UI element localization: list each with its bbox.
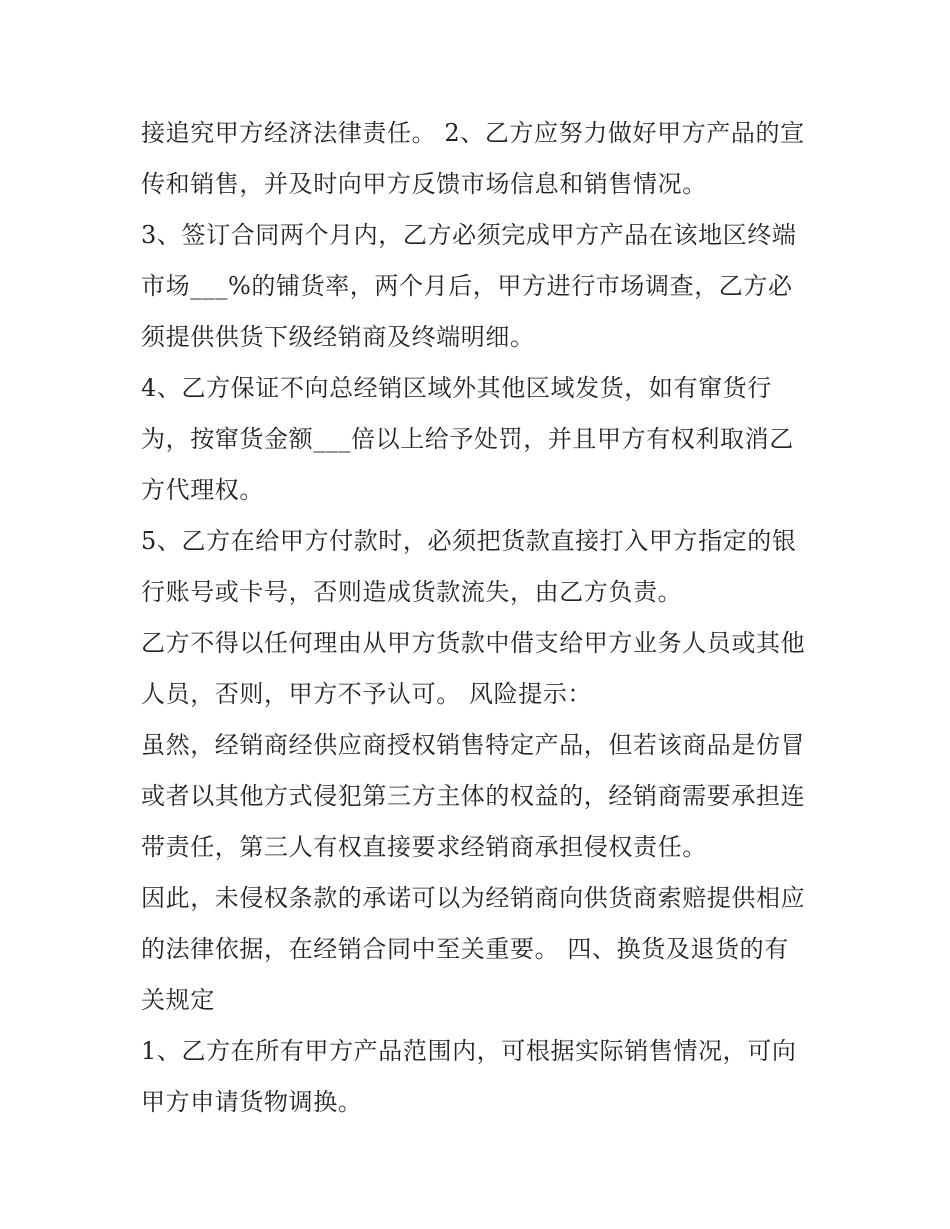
text-line: 市场___%的铺货率，两个月后，甲方进行市场调查，乙方必	[141, 272, 793, 300]
text-line: 1、乙方在所有甲方产品范围内，可根据实际销售情况，可向	[141, 1037, 797, 1065]
text-line: 或者以其他方式侵犯第三方主体的权益的，经销商需要承担连	[141, 782, 806, 810]
text-line: 方代理权。	[141, 476, 264, 504]
text-line: 乙方不得以任何理由从甲方货款中借支给甲方业务人员或其他	[141, 629, 806, 657]
text-line: 传和销售，并及时向甲方反馈市场信息和销售情况。	[141, 170, 707, 198]
text-line: 虽然，经销商经供应商授权销售特定产品，但若该商品是仿冒	[141, 731, 806, 759]
text-line: 的法律依据，在经销合同中至关重要。 四、换货及退货的有	[141, 935, 789, 963]
text-line: 4、乙方保证不向总经销区域外其他区域发货，如有窜货行	[141, 374, 772, 402]
text-line: 为，按窜货金额___倍以上给予处罚，并且甲方有权利取消乙	[141, 425, 794, 453]
text-line: 人员，否则，甲方不予认可。 风险提示：	[141, 680, 593, 708]
text-line: 关规定	[141, 986, 215, 1014]
text-line: 须提供供货下级经销商及终端明细。	[141, 323, 535, 351]
contract-text	[141, 108, 821, 1128]
text-line: 甲方申请货物调换。	[141, 1088, 363, 1116]
text-line: 带责任，第三人有权直接要求经销商承担侵权责任。	[141, 833, 707, 861]
text-line: 行账号或卡号，否则造成货款流失，由乙方负责。	[141, 578, 683, 606]
text-line: 5、乙方在给甲方付款时，必须把货款直接打入甲方指定的银	[141, 527, 797, 555]
text-line: 因此，未侵权条款的承诺可以为经销商向供货商索赔提供相应	[141, 884, 806, 912]
text-line: 3、签订合同两个月内，乙方必须完成甲方产品在该地区终端	[141, 221, 797, 249]
text-line: 接追究甲方经济法律责任。 2、乙方应努力做好甲方产品的宣	[141, 119, 805, 147]
